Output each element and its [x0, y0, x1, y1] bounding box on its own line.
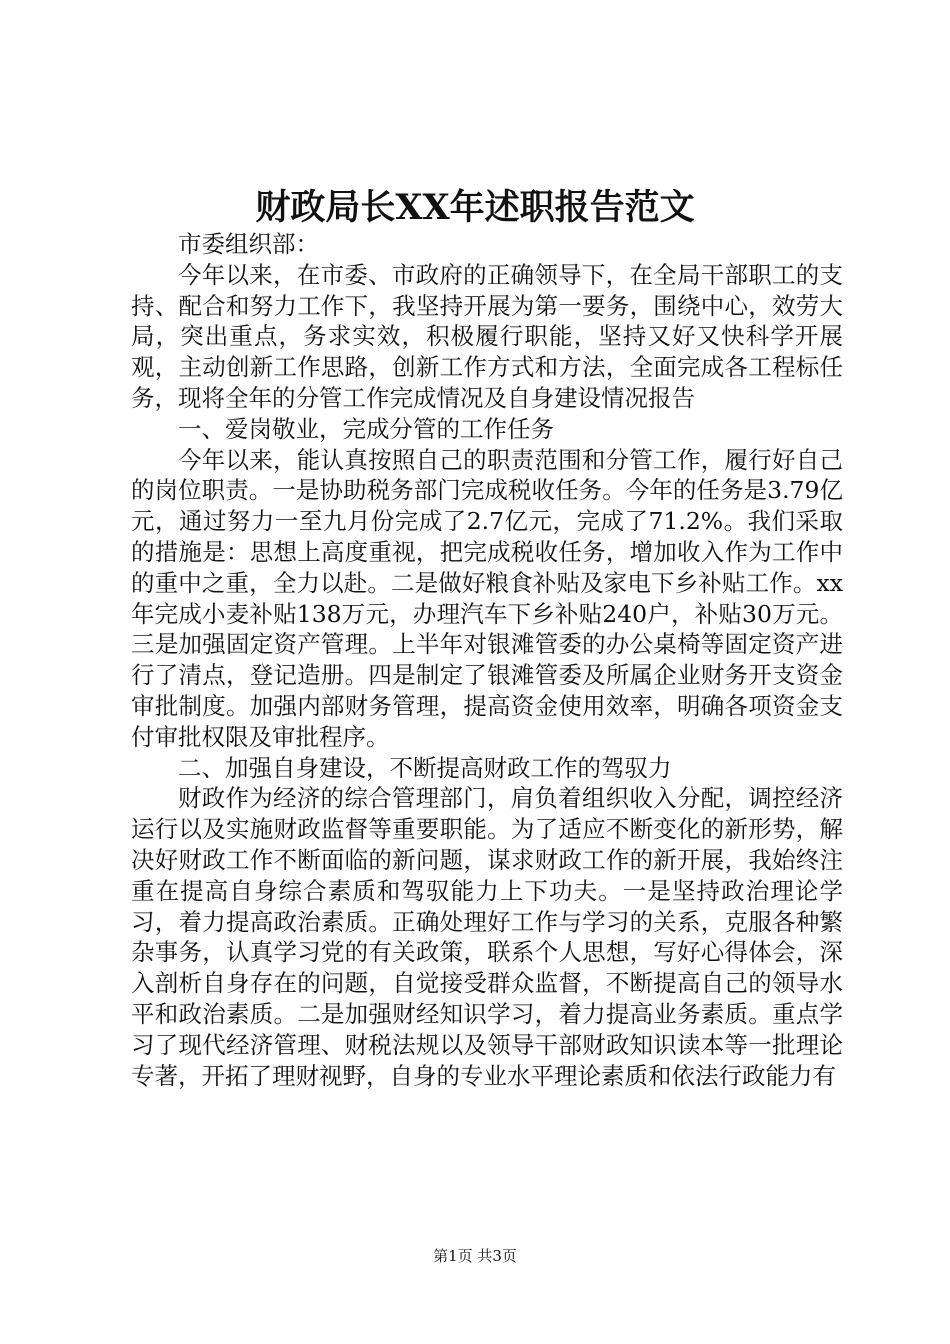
section-heading: 二、加强自身建设，不断提高财政工作的驾驭力	[178, 753, 672, 782]
salutation: 市委组织部：	[178, 230, 319, 258]
document-body	[131, 229, 843, 1091]
page-footer: 第1页 共3页	[433, 1247, 517, 1265]
document-title: 财政局长XX年述职报告范文	[255, 187, 695, 228]
section-heading: 一、爱岗敬业，完成分管的工作任务	[178, 414, 554, 443]
body-paragraph: 今年以来，在市委、市政府的正确领导下，在全局干部职工的支持、配合和努力工作下，我坚持开展为第一要务，围绕中心，效劳大局，突出重点，务求实效，积极履行职能，坚持又好又快科学开展观，主动创新工作思路，创新工作方式和方法，全面完成各工程标任务，现将全年的分管工作完成情况及自身建设情况报告	[131, 260, 843, 412]
body-paragraph: 今年以来，能认真按照自己的职责范围和分管工作，履行好自己的岗位职责。一是协助税务部门完成税收任务。今年的任务是3.79亿元，通过努力一至九月份完成了2.7亿元，完成了71.2%。我们采取的措施是：思想上高度重视，把完成税收任务，增加收入作为工作中的重中之重，全力以赴。二是做好粮食补贴及家电下乡补贴工作。xx年完成小麦补贴138万元，办理汽车下乡补贴240户，补贴30万元。三是加强固定资产管理。上半年对银滩管委的办公桌椅等固定资产进行了清点，登记造册。四是制定了银滩管委及所属企业财务开支资金审批制度。加强内部财务管理，提高资金使用效率，明确各项资金支付审批权限及审批程序。	[131, 445, 843, 751]
body-paragraph: 财政作为经济的综合管理部门，肩负着组织收入分配，调控经济运行以及实施财政监督等重要职能。为了适应不断变化的新形势，解决好财政工作不断面临的新问题，谋求财政工作的新开展，我始终注重在提高自身综合素质和驾驭能力上下功夫。一是坚持政治理论学习，着力提高政治素质。正确处理好工作与学习的关系，克服各种繁杂事务，认真学习党的有关政策，联系个人思想，写好心得体会，深入剖析自身存在的问题，自觉接受群众监督，不断提高自己的领导水平和政治素质。二是加强财经知识学习，着力提高业务素质。重点学习了现代经济管理、财税法规以及领导干部财政知识读本等一批理论专著，开拓了理财视野，自身的专业水平理论素质和依法行政能力有	[131, 784, 843, 1090]
